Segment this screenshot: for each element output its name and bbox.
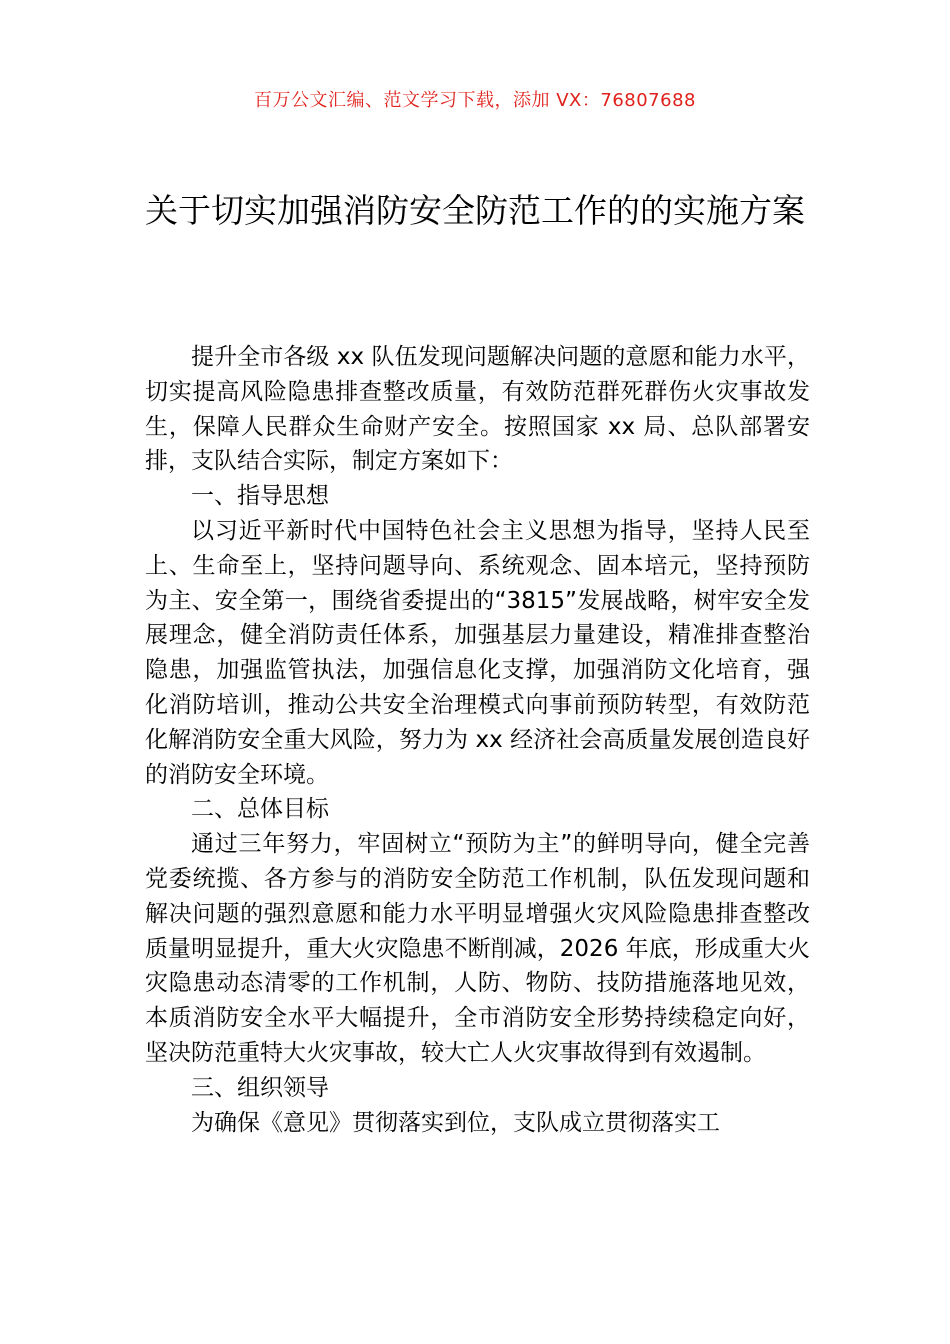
download-notice: 百万公文汇编、范文学习下载，添加 VX：76807688 [254, 90, 696, 111]
section-heading-organization: 三、组织领导 [191, 1074, 329, 1101]
section-heading-guiding-thought: 一、指导思想 [191, 483, 329, 510]
overall-goal-paragraph: 通过三年努力，牢固树立“预防为主”的鲜明导向，健全完善党委统揽、各方参与的消防安全防范工作机制，队伍发现问题和解决问题的强烈意愿和能力水平明显增强火灾风险隐患排查整改质量明显提升，重大火灾隐患不断削减，2026 年底，形成重大火灾隐患动态清零的工作机制，人防、物防、技防措施落地见效，本质消防安全水平大幅提升，全市消防安全形势持续稳定向好，坚决防范重特大火灾事故，较大亡人火灾事故得到有效遏制。 [145, 831, 810, 1066]
intro-paragraph: 提升全市各级 xx 队伍发现问题解决问题的意愿和能力水平，切实提高风险隐患排查整改质量，有效防范群死群伤火灾事故发生，保障人民群众生命财产安全。按照国家 xx 局、总队部署安排，支队结合实际，制定方案如下： [145, 344, 810, 475]
section-heading-overall-goal: 二、总体目标 [191, 796, 329, 823]
organization-paragraph: 为确保《意见》贯彻落实到位，支队成立贯彻落实工 [191, 1109, 720, 1136]
document-title: 关于切实加强消防安全防范工作的的实施方案 [145, 191, 805, 230]
document-body [145, 340, 810, 1140]
guiding-thought-paragraph: 以习近平新时代中国特色社会主义思想为指导，坚持人民至上、生命至上，坚持问题导向、系统观念、固本培元，坚持预防为主、安全第一，围绕省委提出的“3815”发展战略，树牢安全发展理念，健全消防责任体系，加强基层力量建设，精准排查整治隐患，加强监管执法，加强信息化支撑，加强消防文化培育，强化消防培训，推动公共安全治理模式向事前预防转型，有效防范化解消防安全重大风险，努力为 xx 经济社会高质量发展创造良好的消防安全环境。 [145, 517, 810, 788]
